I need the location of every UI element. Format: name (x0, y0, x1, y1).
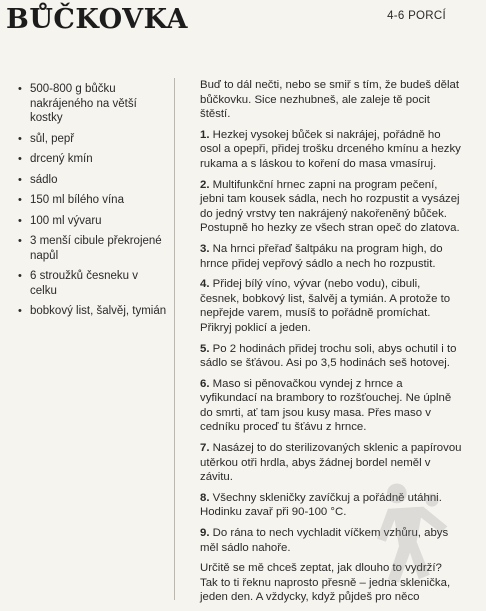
step-paragraph (200, 178, 462, 236)
step-number: 9. (200, 527, 210, 540)
step-number: 3. (200, 242, 210, 255)
ingredient-item: • 150 ml bílého vína (18, 193, 168, 208)
ingredient-list (18, 82, 168, 325)
step-text: Maso si pěnovačkou vyndej z hrnce a vyfikundací na brambory to rozšťouchej. Ne úplně do smrti, ať tam jsou kusy masa. Přes maso v cedníku proceď tu šťávu z hrnce. (200, 377, 452, 434)
recipe-title: BŮČKOVKA (6, 4, 188, 35)
step-paragraph (200, 128, 462, 172)
portions-label: 4-6 PORCÍ (387, 10, 446, 22)
ingredient-item: • 3 menší cibule překrojené napůl (18, 234, 168, 263)
step-paragraph (200, 242, 462, 271)
ingredient-item: • drcený kmín (18, 152, 168, 167)
column-divider (174, 78, 175, 600)
step-number: 4. (200, 278, 210, 291)
step-number: 6. (200, 377, 210, 390)
step-paragraph (200, 377, 462, 435)
ingredient-item: • sádlo (18, 173, 168, 188)
ingredient-item: • 500-800 g bůčku nakrájeného na větší kostky (18, 82, 168, 126)
step-number: 1. (200, 128, 210, 141)
step-text: Nasázej to do sterilizovaných sklenic a papírovou utěrkou otři hrdla, abys žádnej bordel neměl v závitu. (200, 442, 462, 484)
step-text: Všechny skleničky zavíčkuj a pořádně utáhni. Hodinku zavař při 90-100 °C. (200, 491, 442, 519)
step-text: Po 2 hodinách přidej trochu soli, abys ochutil i to sádlo se šťávou. Asi po 3,5 hodinách seš hotovej. (200, 342, 457, 370)
step-paragraph (200, 342, 462, 371)
ingredient-item: • bobkový list, šalvěj, tymián (18, 304, 168, 319)
step-text: Hezkej vysokej bůček si nakrájej, pořádně ho osol a opepři, přidej trošku drceného kmínu a hezky rukama a s láskou to koření do masa vmasíruj. (200, 128, 461, 170)
ingredient-item: • sůl, pepř (18, 132, 168, 147)
watermark-figure-icon (355, 478, 465, 588)
step-number: 8. (200, 491, 210, 504)
intro-paragraph: Buď to dál nečti, nebo se smiř s tím, že budeš dělat bůčkovku. Sice nezhubneš, ale zaleje tě pocit štěstí. (200, 79, 459, 121)
step-paragraph (200, 277, 462, 335)
step-text: Na hrnci přeřaď šaltpáku na program high, do hrnce přidej vepřový sádlo a nech ho rozpustit. (200, 242, 443, 270)
step-number: 2. (200, 178, 210, 191)
step-number: 5. (200, 342, 210, 355)
step-text: Přidej bílý víno, vývar (nebo vodu), cibuli, česnek, bobkový list, šalvěj a tymián. A protože to nepřejde varem, musíš to pořádně promíchat. Přikryj poklicí a jeden. (200, 278, 451, 334)
ingredient-item: • 100 ml vývaru (18, 214, 168, 229)
step-number: 7. (200, 442, 210, 455)
outro-paragraph: Určitě se mě chceš zeptat, jak dlouho to vydrží? Tak to ti řeknu naprosto přesně – jedna sklenička, jeden den. A vždycky, když půjdeš pro něco (200, 562, 451, 604)
step-text: Do rána to nech vychladit víčkem vzhůru, abys měl sádlo nahoře. (200, 527, 449, 554)
ingredient-item: • 6 stroužků česneku v celku (18, 269, 168, 298)
step-text: Multifunkční hrnec zapni na program pečení, jebni tam kousek sádla, nech ho rozpustit a vysázej do jedný vrstvy ten nakrájený nakořeněný bůček. Postupně ho hezky ze všech stran opeč do zlatova. (200, 178, 460, 235)
